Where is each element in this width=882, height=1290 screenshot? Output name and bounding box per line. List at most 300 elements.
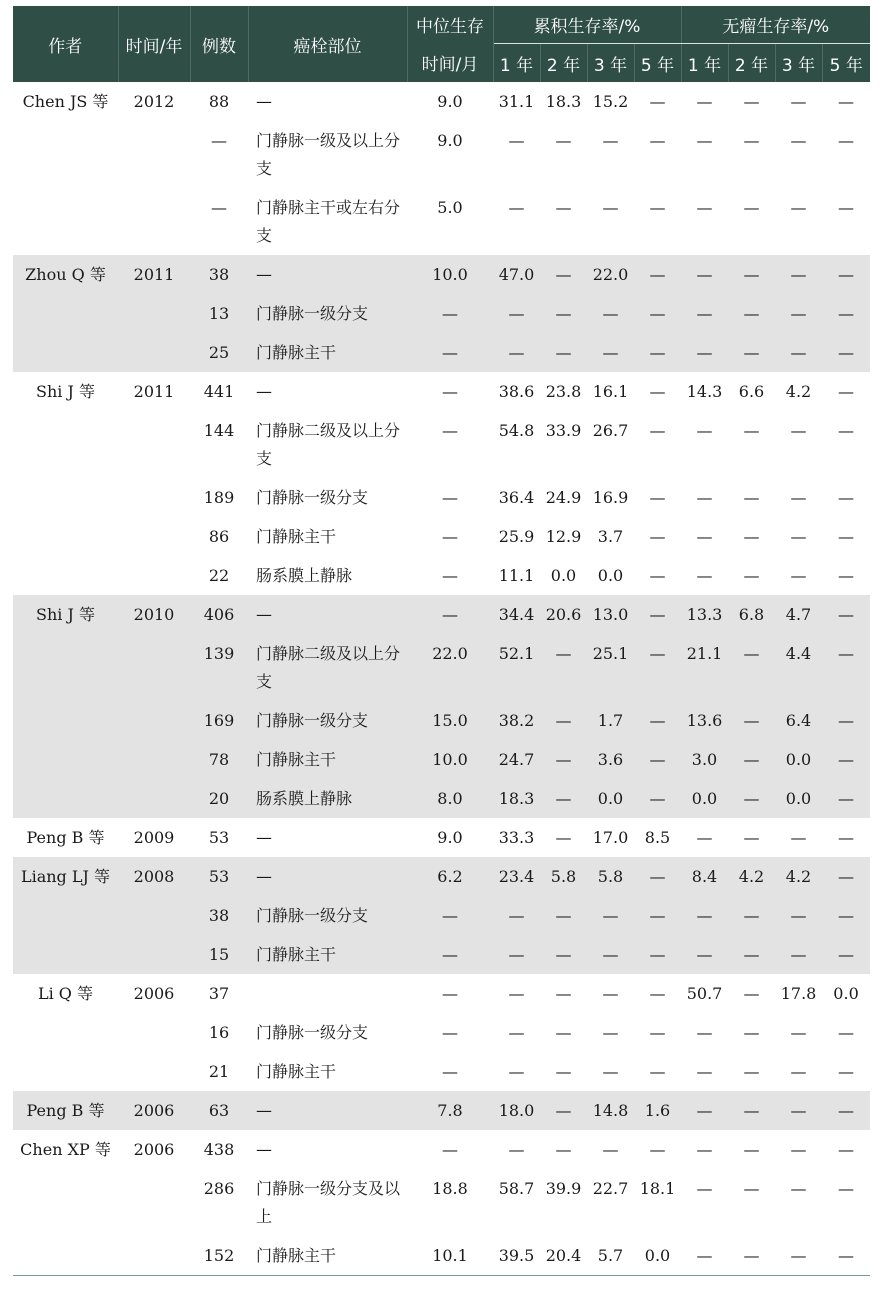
cum-5y-cell: — <box>634 595 681 634</box>
cum-2y-cell: 39.9 <box>545 1179 582 1198</box>
cum-2y-cell: — <box>540 634 587 701</box>
free-5y-cell: — <box>838 828 855 847</box>
free-3y-cell: — <box>790 92 807 111</box>
free-2y-cell: — <box>743 421 760 440</box>
author-cell <box>13 701 118 740</box>
free-2y-cell: — <box>743 1246 760 1265</box>
median-cell: — <box>442 1062 458 1081</box>
cases-cell: 22 <box>208 566 230 585</box>
header-free-year-1: 1 年 <box>681 44 728 83</box>
table-row <box>13 333 870 372</box>
cum-3y-cell: 14.8 <box>587 1091 634 1130</box>
free-3y-cell: 17.8 <box>780 984 817 1003</box>
free-3y-cell: 4.7 <box>775 595 822 634</box>
cases-cell: 53 <box>190 857 248 896</box>
author-cell <box>13 478 118 517</box>
cum-5y-cell: — <box>634 294 681 333</box>
year-cell: 2006 <box>118 1091 190 1130</box>
table-row <box>13 1052 870 1091</box>
header-site: 癌栓部位 <box>248 6 407 82</box>
cum-1y-cell: 34.4 <box>493 595 540 634</box>
free-3y-cell: — <box>775 255 822 294</box>
cum-3y-cell: — <box>587 294 634 333</box>
free-3y-cell: — <box>775 294 822 333</box>
free-3y-cell: — <box>790 566 807 585</box>
median-cell: 18.8 <box>432 1179 468 1198</box>
cum-2y-cell: — <box>555 1023 572 1042</box>
cum-3y-cell: 5.8 <box>587 857 634 896</box>
cases-cell: 406 <box>190 595 248 634</box>
cases-cell: 20 <box>190 779 248 818</box>
free-5y-cell: — <box>822 1091 870 1130</box>
free-3y-cell: — <box>775 896 822 935</box>
free-2y-cell: — <box>728 896 775 935</box>
median-cell: — <box>407 294 493 333</box>
free-5y-cell: — <box>838 488 855 507</box>
cases-cell: 38 <box>190 896 248 935</box>
author-cell <box>13 556 118 595</box>
header-median-line1: 中位生存 <box>407 6 493 44</box>
free-1y-cell: — <box>696 1140 713 1159</box>
cum-3y-cell: 15.2 <box>592 92 629 111</box>
cum-1y-cell: 38.2 <box>493 701 540 740</box>
site-cell: — <box>256 1140 272 1159</box>
author-cell <box>13 333 118 372</box>
year-cell <box>118 556 190 595</box>
median-cell: — <box>407 935 493 974</box>
free-1y-cell: — <box>696 488 713 507</box>
table-row <box>13 372 870 411</box>
header-cases: 例数 <box>190 6 248 82</box>
free-1y-cell: 8.4 <box>681 857 728 896</box>
cum-3y-cell: — <box>602 198 619 217</box>
year-cell <box>118 779 190 818</box>
site-cell: — <box>248 1091 407 1130</box>
author-cell: Li Q 等 <box>37 984 94 1003</box>
median-cell: — <box>407 333 493 372</box>
free-2y-cell: 6.6 <box>738 382 765 401</box>
year-cell: 2011 <box>133 382 175 401</box>
free-1y-cell: — <box>681 333 728 372</box>
cases-cell: 38 <box>190 255 248 294</box>
author-cell: Liang LJ 等 <box>13 857 118 896</box>
cum-5y-cell: — <box>634 857 681 896</box>
year-cell <box>118 1052 190 1091</box>
cum-2y-cell: — <box>540 701 587 740</box>
free-2y-cell: — <box>728 701 775 740</box>
cases-cell: 86 <box>208 527 230 546</box>
cum-5y-cell: — <box>649 198 666 217</box>
cum-2y-cell: 0.0 <box>550 566 577 585</box>
table-row <box>13 974 870 1013</box>
header-cum-year-5: 5 年 <box>634 44 681 83</box>
site-cell: 门静脉一级分支 <box>248 896 407 935</box>
free-2y-cell: — <box>728 935 775 974</box>
cases-cell: 189 <box>203 488 235 507</box>
cases-cell: 152 <box>203 1246 235 1265</box>
author-cell: Chen XP 等 <box>20 1140 111 1159</box>
cum-1y-cell: — <box>493 935 540 974</box>
free-2y-cell: — <box>743 984 760 1003</box>
cum-3y-cell: 17.0 <box>592 828 629 847</box>
cum-2y-cell: — <box>555 1062 572 1081</box>
free-3y-cell: 0.0 <box>775 779 822 818</box>
free-5y-cell: — <box>838 527 855 546</box>
median-cell: 8.0 <box>407 779 493 818</box>
cum-2y-cell: — <box>540 294 587 333</box>
free-2y-cell: — <box>728 333 775 372</box>
site-cell: 门静脉一级分支及以上 <box>256 1179 401 1226</box>
cum-2y-cell: — <box>540 779 587 818</box>
free-3y-cell: — <box>790 527 807 546</box>
author-cell <box>13 517 118 556</box>
cum-2y-cell: 5.8 <box>540 857 587 896</box>
year-cell: 2008 <box>118 857 190 896</box>
cum-5y-cell: 18.1 <box>639 1179 676 1198</box>
cum-1y-cell: — <box>508 984 525 1003</box>
cum-3y-cell: 0.0 <box>597 566 624 585</box>
year-cell: 2010 <box>118 595 190 634</box>
site-cell: 门静脉一级分支 <box>248 701 407 740</box>
median-cell: — <box>442 984 458 1003</box>
free-2y-cell: — <box>743 488 760 507</box>
cum-3y-cell: 3.6 <box>587 740 634 779</box>
cum-3y-cell: 13.0 <box>587 595 634 634</box>
table-header <box>13 6 870 82</box>
cum-1y-cell: 24.7 <box>493 740 540 779</box>
table-bottom-rule <box>13 1275 870 1276</box>
site-cell: 门静脉主干 <box>256 1246 337 1265</box>
site-cell: — <box>256 92 272 111</box>
free-2y-cell: — <box>728 779 775 818</box>
free-5y-cell: — <box>822 740 870 779</box>
header-free-year-2: 2 年 <box>728 44 775 83</box>
author-cell: Zhou Q 等 <box>13 255 118 294</box>
free-2y-cell: — <box>728 1091 775 1130</box>
cum-2y-cell: 12.9 <box>545 527 582 546</box>
author-cell: Shi J 等 <box>36 382 95 401</box>
free-5y-cell: — <box>822 857 870 896</box>
cum-5y-cell: 8.5 <box>644 828 671 847</box>
free-2y-cell: — <box>728 255 775 294</box>
cum-3y-cell: 3.7 <box>597 527 624 546</box>
site-cell: 门静脉一级分支 <box>256 1023 369 1042</box>
cum-5y-cell: — <box>634 935 681 974</box>
free-3y-cell: — <box>790 1246 807 1265</box>
cum-1y-cell: 25.9 <box>498 527 535 546</box>
year-cell: 2011 <box>118 255 190 294</box>
cum-1y-cell: 47.0 <box>493 255 540 294</box>
cum-1y-cell: 23.4 <box>493 857 540 896</box>
cases-cell: 53 <box>208 828 230 847</box>
cum-3y-cell: 1.7 <box>587 701 634 740</box>
free-1y-cell: 50.7 <box>686 984 723 1003</box>
year-cell <box>118 478 190 517</box>
free-3y-cell: — <box>790 1062 807 1081</box>
median-cell: 5.0 <box>437 198 463 217</box>
table-row <box>13 82 870 121</box>
free-1y-cell: — <box>696 1062 713 1081</box>
cum-5y-cell: — <box>649 566 666 585</box>
site-cell: 门静脉主干 <box>256 1062 337 1081</box>
cum-1y-cell: — <box>493 333 540 372</box>
cum-5y-cell: — <box>634 740 681 779</box>
cum-3y-cell: — <box>602 1023 619 1042</box>
cum-3y-cell: — <box>587 896 634 935</box>
free-1y-cell: 13.3 <box>681 595 728 634</box>
median-cell: — <box>442 1140 458 1159</box>
free-1y-cell: — <box>696 131 713 150</box>
site-cell: 门静脉二级及以上分支 <box>256 421 401 468</box>
free-5y-cell: — <box>822 255 870 294</box>
cum-5y-cell: — <box>634 779 681 818</box>
cum-5y-cell: — <box>649 488 666 507</box>
table-row <box>13 1091 870 1130</box>
free-5y-cell: — <box>822 333 870 372</box>
free-5y-cell: — <box>838 1062 855 1081</box>
median-cell: — <box>442 421 458 440</box>
author-cell <box>13 294 118 333</box>
free-1y-cell: — <box>696 92 713 111</box>
year-cell: 2012 <box>133 92 175 111</box>
author-cell <box>13 935 118 974</box>
cases-cell: 139 <box>190 634 248 701</box>
site-cell: — <box>256 382 272 401</box>
author-cell <box>13 740 118 779</box>
cases-cell: 88 <box>208 92 230 111</box>
cum-5y-cell: — <box>649 984 666 1003</box>
table-row <box>13 935 870 974</box>
free-3y-cell: 4.2 <box>785 382 812 401</box>
free-5y-cell: — <box>822 935 870 974</box>
year-cell <box>118 517 190 556</box>
cum-1y-cell: — <box>508 1023 525 1042</box>
cum-5y-cell: — <box>649 382 666 401</box>
table-row <box>13 411 870 478</box>
cum-1y-cell: 58.7 <box>498 1179 535 1198</box>
header-disease-free-group: 无瘤生存率/% <box>681 6 870 44</box>
free-3y-cell: — <box>790 421 807 440</box>
free-1y-cell: 21.1 <box>681 634 728 701</box>
free-1y-cell: — <box>696 421 713 440</box>
free-2y-cell: — <box>743 92 760 111</box>
table-row <box>13 595 870 634</box>
cum-1y-cell: 38.6 <box>498 382 535 401</box>
cum-1y-cell: — <box>508 131 525 150</box>
site-cell: — <box>248 255 407 294</box>
cum-1y-cell: 18.3 <box>493 779 540 818</box>
free-1y-cell: — <box>696 828 713 847</box>
cum-1y-cell: — <box>508 198 525 217</box>
cum-1y-cell: — <box>493 294 540 333</box>
cum-5y-cell: — <box>649 92 666 111</box>
table-row <box>13 857 870 896</box>
cum-5y-cell: 0.0 <box>644 1246 671 1265</box>
year-cell <box>118 1236 190 1275</box>
author-cell <box>13 121 118 188</box>
free-3y-cell: — <box>775 935 822 974</box>
header-cum-year-2: 2 年 <box>540 44 587 83</box>
site-cell: 门静脉主干 <box>248 333 407 372</box>
cum-2y-cell: — <box>540 935 587 974</box>
author-cell <box>13 1013 118 1052</box>
free-1y-cell: — <box>696 566 713 585</box>
cases-cell: 169 <box>190 701 248 740</box>
year-cell <box>118 1013 190 1052</box>
year-cell: 2009 <box>133 828 175 847</box>
cum-3y-cell: — <box>602 1062 619 1081</box>
cum-2y-cell: 18.3 <box>545 92 582 111</box>
table-row <box>13 1130 870 1169</box>
author-cell: Peng B 等 <box>13 1091 118 1130</box>
cum-2y-cell: — <box>540 896 587 935</box>
median-cell: — <box>442 382 458 401</box>
cum-2y-cell: 20.4 <box>545 1246 582 1265</box>
author-cell: Chen JS 等 <box>22 92 109 111</box>
free-1y-cell: — <box>696 1179 713 1198</box>
site-cell: 门静脉主干 <box>248 935 407 974</box>
table-row <box>13 1236 870 1275</box>
cum-3y-cell: — <box>587 333 634 372</box>
cum-3y-cell: — <box>602 1140 619 1159</box>
table-row <box>13 779 870 818</box>
free-5y-cell: — <box>822 634 870 701</box>
cum-3y-cell: 22.7 <box>592 1179 629 1198</box>
median-cell: — <box>407 595 493 634</box>
author-cell: Shi J 等 <box>13 595 118 634</box>
cum-1y-cell: 18.0 <box>493 1091 540 1130</box>
cases-cell: 13 <box>190 294 248 333</box>
table-row <box>13 556 870 595</box>
table-row <box>13 1013 870 1052</box>
header-cumulative-group: 累积生存率/% <box>493 6 681 44</box>
cum-5y-cell: — <box>649 1140 666 1159</box>
cases-cell: 16 <box>208 1023 230 1042</box>
cum-2y-cell: 20.6 <box>540 595 587 634</box>
free-3y-cell: — <box>790 488 807 507</box>
site-cell: 门静脉二级及以上分支 <box>248 634 407 701</box>
cum-5y-cell: — <box>649 421 666 440</box>
free-1y-cell: — <box>696 1023 713 1042</box>
free-5y-cell: — <box>822 294 870 333</box>
table-row <box>13 740 870 779</box>
cum-5y-cell: — <box>634 896 681 935</box>
cum-3y-cell: — <box>602 131 619 150</box>
free-5y-cell: — <box>838 1179 855 1198</box>
median-cell: — <box>407 896 493 935</box>
free-1y-cell: 0.0 <box>681 779 728 818</box>
free-3y-cell: — <box>790 1179 807 1198</box>
cum-1y-cell: 11.1 <box>498 566 535 585</box>
free-5y-cell: — <box>838 92 855 111</box>
header-year: 时间/年 <box>118 6 190 82</box>
cum-1y-cell: 52.1 <box>493 634 540 701</box>
site-cell: 门静脉一级分支 <box>256 488 369 507</box>
site-cell: 门静脉主干或左右分支 <box>256 198 401 245</box>
free-1y-cell: — <box>696 527 713 546</box>
cum-5y-cell: — <box>649 527 666 546</box>
free-5y-cell: — <box>822 779 870 818</box>
free-2y-cell: — <box>728 634 775 701</box>
site-cell: 门静脉一级及以上分支 <box>256 131 401 178</box>
cum-5y-cell: — <box>649 1062 666 1081</box>
author-cell <box>13 1052 118 1091</box>
author-cell: Peng B 等 <box>26 828 105 847</box>
median-cell: 7.8 <box>407 1091 493 1130</box>
cases-cell: 78 <box>190 740 248 779</box>
free-2y-cell: — <box>743 1140 760 1159</box>
median-cell: 9.0 <box>437 92 463 111</box>
free-5y-cell: — <box>822 595 870 634</box>
cum-5y-cell: — <box>634 634 681 701</box>
free-2y-cell: — <box>743 1179 760 1198</box>
free-5y-cell: — <box>838 1246 855 1265</box>
cum-2y-cell: — <box>555 131 572 150</box>
table-row <box>13 517 870 556</box>
header-free-year-5: 5 年 <box>822 44 870 83</box>
free-1y-cell: — <box>696 198 713 217</box>
free-3y-cell: — <box>775 1091 822 1130</box>
survival-table <box>13 6 870 1275</box>
cum-3y-cell: 22.0 <box>587 255 634 294</box>
table-row <box>13 1169 870 1236</box>
median-cell: 9.0 <box>437 131 463 150</box>
cum-1y-cell: 39.5 <box>498 1246 535 1265</box>
free-5y-cell: — <box>838 566 855 585</box>
author-cell <box>13 411 118 478</box>
cum-3y-cell: 5.7 <box>597 1246 624 1265</box>
free-3y-cell: 4.2 <box>775 857 822 896</box>
free-1y-cell: — <box>681 935 728 974</box>
cum-1y-cell: 36.4 <box>498 488 535 507</box>
free-1y-cell: 13.6 <box>681 701 728 740</box>
site-cell: 肠系膜上静脉 <box>256 566 353 585</box>
year-cell <box>118 411 190 478</box>
free-1y-cell: — <box>681 294 728 333</box>
cum-5y-cell: — <box>634 255 681 294</box>
header-free-year-3: 3 年 <box>775 44 822 83</box>
median-cell: 15.0 <box>407 701 493 740</box>
site-cell: — <box>248 857 407 896</box>
cases-cell: 37 <box>208 984 230 1003</box>
cum-5y-cell: — <box>649 131 666 150</box>
cases-cell: 144 <box>203 421 235 440</box>
cum-2y-cell: 23.8 <box>545 382 582 401</box>
cum-3y-cell: 0.0 <box>587 779 634 818</box>
free-5y-cell: — <box>838 198 855 217</box>
median-cell: 10.1 <box>432 1246 468 1265</box>
free-2y-cell: — <box>743 1023 760 1042</box>
cum-1y-cell: — <box>493 896 540 935</box>
header-median-line2: 时间/月 <box>407 44 493 83</box>
free-2y-cell: — <box>743 1062 760 1081</box>
median-cell: 10.0 <box>407 740 493 779</box>
cum-1y-cell: 54.8 <box>498 421 535 440</box>
site-cell: 肠系膜上静脉 <box>248 779 407 818</box>
free-1y-cell: — <box>681 896 728 935</box>
author-cell <box>13 188 118 255</box>
median-cell: — <box>442 488 458 507</box>
free-5y-cell: — <box>838 382 855 401</box>
median-cell: — <box>442 1023 458 1042</box>
free-3y-cell: — <box>790 198 807 217</box>
free-1y-cell: 3.0 <box>681 740 728 779</box>
year-cell <box>118 701 190 740</box>
site-cell: 门静脉一级分支 <box>248 294 407 333</box>
year-cell <box>118 935 190 974</box>
year-cell <box>118 188 190 255</box>
cum-3y-cell: 16.9 <box>592 488 629 507</box>
